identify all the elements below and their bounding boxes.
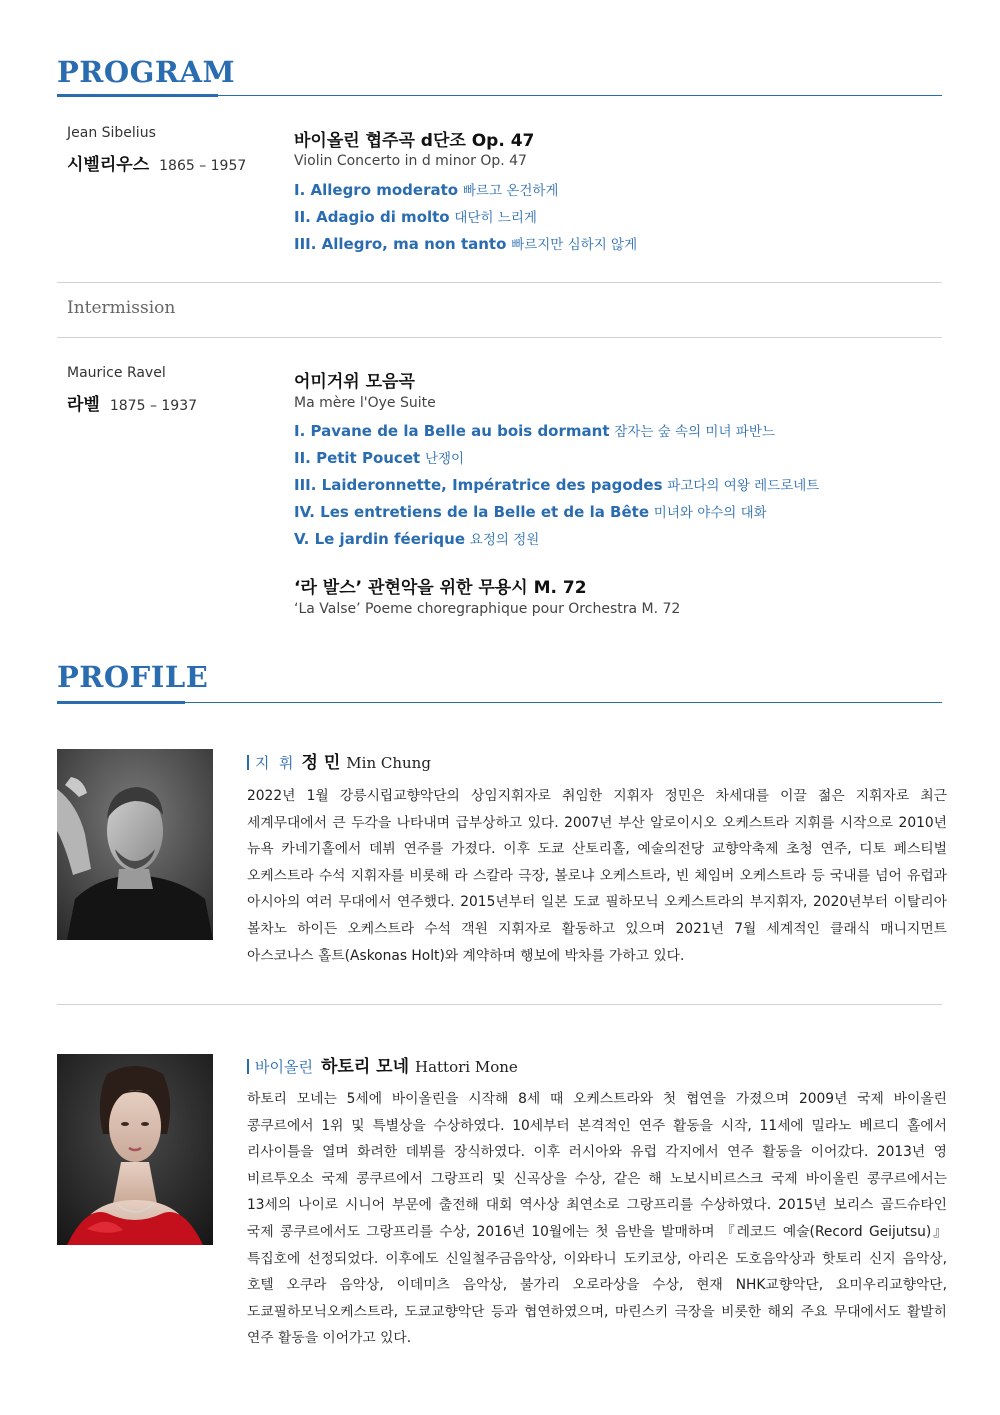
person-name-en: Min Chung <box>346 754 431 772</box>
work-title-en: Ma mère l'Oye Suite <box>294 395 436 411</box>
movement: V. Le jardin féerique 요정의 정원 <box>294 530 540 548</box>
movement: IV. Les entretiens de la Belle et de la Bête 미녀와 야수의 대화 <box>294 503 767 521</box>
program-title: PROGRAM <box>57 55 236 89</box>
work-title-ko: 바이올린 협주곡 d단조 Op. 47 <box>294 131 535 151</box>
composer-ko: 라벨 1875 – 1937 <box>67 395 198 415</box>
work-title-en: Violin Concerto in d minor Op. 47 <box>294 153 527 169</box>
violinist-photo <box>57 1054 213 1245</box>
role-label: 바이올린 <box>255 1058 313 1076</box>
divider <box>57 1004 942 1005</box>
profile-rule-accent <box>57 701 185 704</box>
movement: I. Pavane de la Belle au bois dormant 잠자는 숲 속의 미녀 파반느 <box>294 422 775 440</box>
movement: III. Allegro, ma non tanto 빠르지만 심하지 않게 <box>294 235 638 253</box>
conductor-bio: 2022년 1월 강릉시립교향악단의 상임지휘자로 취임한 지휘자 정민은 차세대를 이끌 젊은 지휘자로 최근 세계무대에서 큰 두각을 나타내며 급부상하고 있다. 2007년 부산 알로이시오 오케스트라 지휘를 시작으로 2010년 뉴욕 카네기홀에서 데뷔 연주를 가졌다. 이후 도쿄 산토리홀, 예술의전당 교향악축제 초청 연주, 디토 페스티벌 오케스트라 수석 지휘자를 비롯해 라 스칼라 극장, 볼로냐 오케스트라, 빈 체임버 오케스트라 등 국내를 넘어 유럽과 아시아의 여러 무대에서 연주했다. 2015년부터 일본 도쿄 필하모닉 오케스트라의 부지휘자, 2020년부터 이탈리아 볼차노 하이든 오케스트라 수석 객원 지휘자로 활동하고 있으며 2021년 7월 세계적인 클래식 매니지먼트 아스코나스 홀트(Askonas Holt)와 계약하며 행보에 박차를 가하고 있다. <box>247 788 947 964</box>
composer-years: 1865 – 1957 <box>159 158 247 174</box>
profile-title: PROFILE <box>57 660 209 694</box>
composer-en: Maurice Ravel <box>67 365 166 381</box>
profile-rule <box>57 702 942 703</box>
person-name-ko: 하토리 모네 <box>320 1057 409 1077</box>
person-name-en: Hattori Mone <box>415 1058 518 1076</box>
intermission-label: Intermission <box>67 298 176 318</box>
role-bar <box>247 755 249 770</box>
composer-ko: 시벨리우스 1865 – 1957 <box>67 155 247 175</box>
divider <box>57 337 942 338</box>
violinist-heading <box>247 1052 518 1077</box>
composer-years: 1875 – 1937 <box>109 398 198 414</box>
role-bar <box>247 1059 249 1074</box>
violinist-bio: 하토리 모네는 5세에 바이올린을 시작해 8세 때 오케스트라와 첫 협연을 가졌으며 2009년 국제 바이올린 콩쿠르에서 1위 및 특별상을 수상하였다. 10세부터 본격적인 연주 활동을 시작, 11세에 밀라노 베르디 홀에서 리사이틀을 열며 화려한 데뷔를 장식하였다. 이후 러시아와 유럽 각지에서 연주 활동을 이어갔다. 2013년 영 비르투오소 국제 콩쿠르에서 그랑프리 및 신곡상을 수상, 같은 해 노보시비르스크 국제 바이올린 콩쿠르에서는 13세의 나이로 시니어 부문에 출전해 대회 역사상 최연소로 그랑프리를 수상하였다. 2015년 보리스 골드슈타인 국제 콩쿠르에서도 그랑프리를 수상, 2016년 10월에는 첫 음반을 발매하며 『레코드 예술(Record Geijutsu)』 특집호에 선정되었다. 이후에도 신일철주금음악상, 이와타니 도키코상, 아리온 도호음악상과 핫토리 신지 음악상, 호텔 오쿠라 음악상, 이데미츠 음악상, 불가리 오로라상을 수상, 현재 NHK교향악단, 요미우리교향악단, 도쿄필하모닉오케스트라, 도쿄교향악단 등과 협연하였으며, 마린스키 극장을 비롯한 해외 주요 무대에서도 활발히 연주 활동을 이어가고 있다. <box>247 1091 947 1347</box>
work-title-ko: ‘라 발스’ 관현악을 위한 무용시 M. 72 <box>294 578 587 598</box>
conductor-heading <box>247 748 431 773</box>
movement: II. Adagio di molto 대단히 느리게 <box>294 208 537 226</box>
movement: II. Petit Poucet 난쟁이 <box>294 449 465 467</box>
work-title-en: ‘La Valse’ Poeme choregraphique pour Orchestra M. 72 <box>294 601 681 617</box>
composer-en: Jean Sibelius <box>67 125 156 141</box>
program-rule-accent <box>57 94 218 97</box>
movement: I. Allegro moderato 빠르고 온건하게 <box>294 181 559 199</box>
movement: III. Laideronnette, Impératrice des pagodes 파고다의 여왕 레드로네트 <box>294 476 820 494</box>
conductor-photo <box>57 749 213 940</box>
person-name-ko: 정 민 <box>301 753 341 773</box>
work-title-ko: 어미거위 모음곡 <box>294 372 415 392</box>
role-label: 지 휘 <box>255 754 294 772</box>
divider <box>57 282 942 283</box>
